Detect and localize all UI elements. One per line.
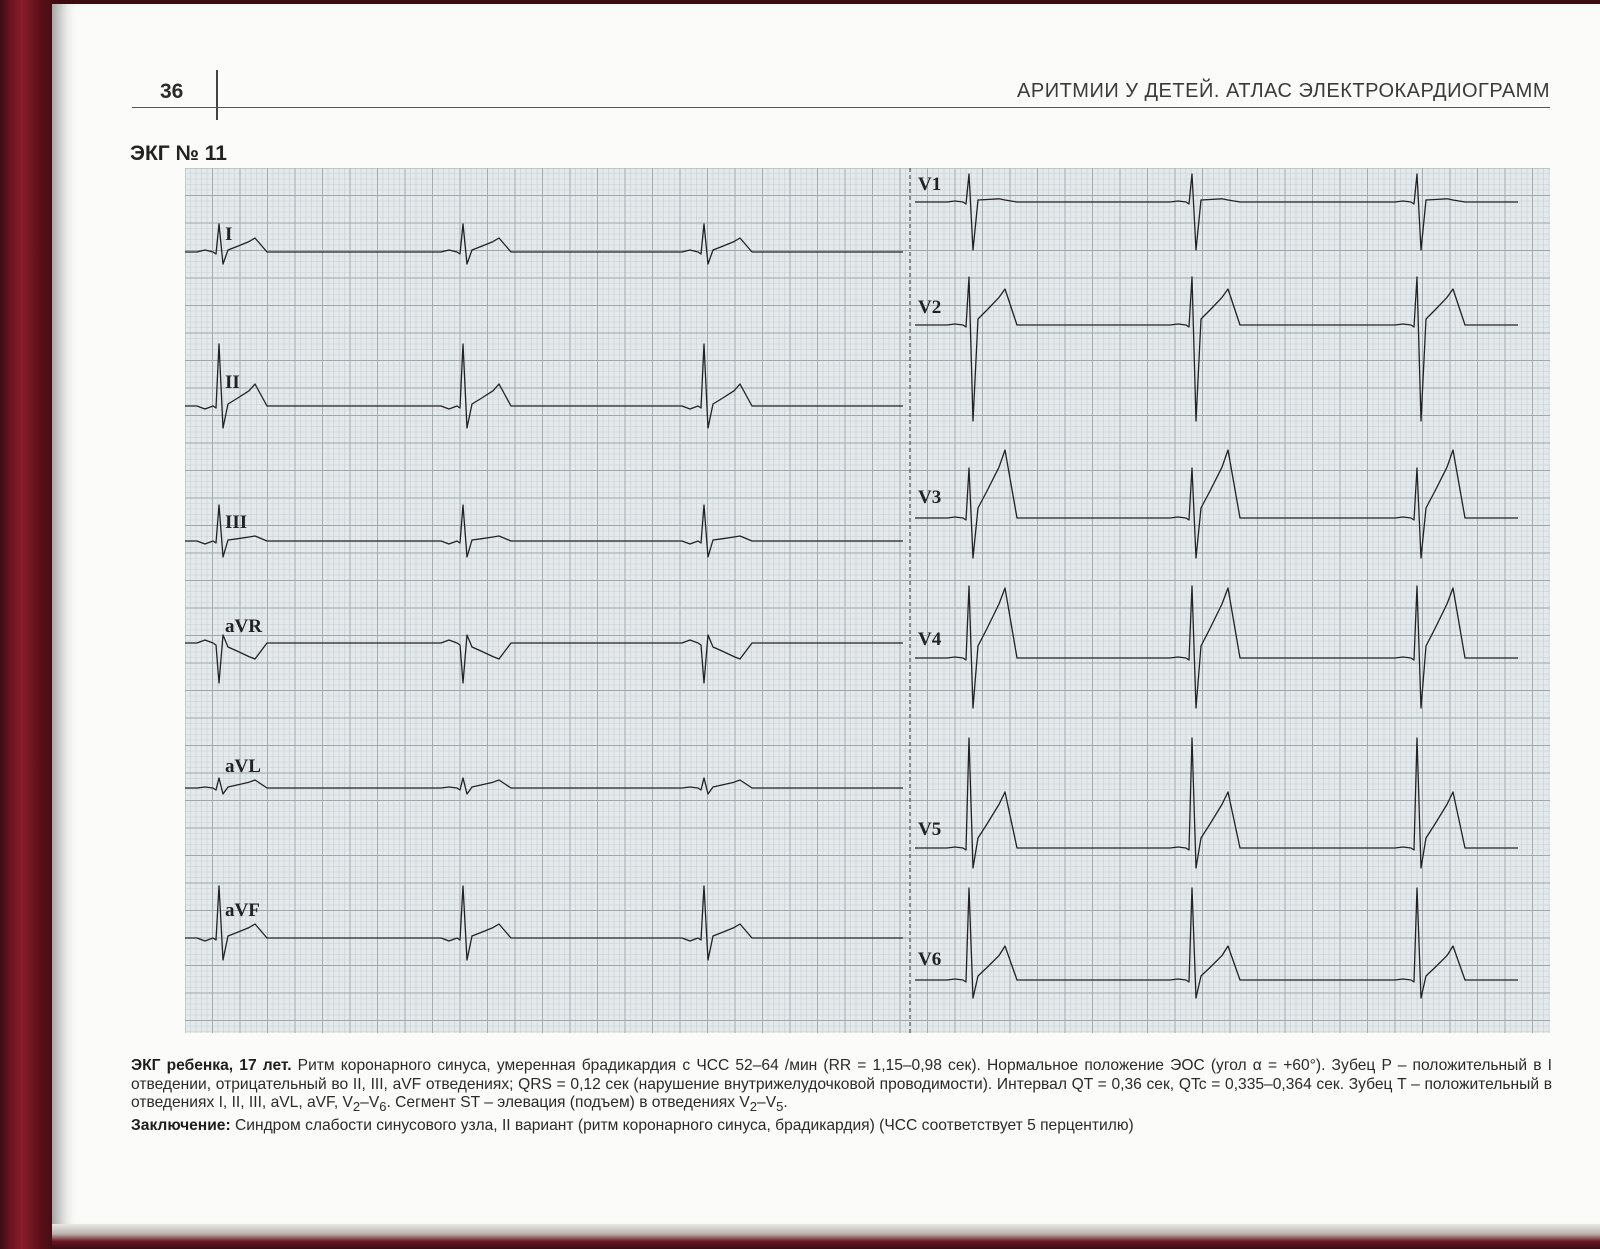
caption-sub: 5 [776, 1099, 784, 1115]
header-divider [216, 70, 218, 120]
caption-text: –V [360, 1094, 380, 1111]
caption-conclusion [131, 1117, 1552, 1136]
lead-label-V4: V4 [918, 629, 942, 650]
lead-label-V6: V6 [918, 949, 942, 970]
caption-text: . Сегмент ST – элевация (подъем) в отведениях V [386, 1094, 750, 1111]
lead-label-V1: V1 [918, 174, 942, 195]
lead-label-V5: V5 [918, 819, 942, 840]
conclusion-text: Синдром слабости синусового узла, II вариант (ритм коронарного синуса, брадикардия) (ЧСС соответствует 5 перцентилю) [230, 1116, 1134, 1134]
caption-sub: 2 [352, 1099, 361, 1115]
header-rule [132, 107, 1550, 108]
caption-text: –V [757, 1094, 777, 1111]
caption-text: Ритм коронарного синуса, умеренная брадикардия с ЧСС 52–64 /мин (RR = 1,15–0,98 сек). Нормальное положение ЭОС (угол α = +60°). Зубец P – положительный в I отведении, отрицательный во II, III, aVF отведениях; QRS = 0,12 сек (нарушение внутрижелудочковой проводимости). Интервал QT = 0,36 сек, QTc = 0,335–0,364 сек. Зубец T – положительный в отведениях I, II, III, aVL, aVF, V [131, 1057, 1552, 1111]
caption-sub: 2 [749, 1099, 758, 1115]
lead-label-III: III [225, 512, 248, 533]
page-edge [52, 1224, 1600, 1249]
caption-paragraph [131, 1057, 1552, 1117]
lead-label-aVL: aVL [225, 756, 261, 777]
ecg-strip [185, 168, 1550, 1033]
lead-label-V2: V2 [918, 297, 942, 318]
ecg-grid [185, 168, 1550, 1033]
lead-label-II: II [225, 372, 240, 393]
figure-caption [131, 1057, 1552, 1135]
ecg-title: ЭКГ № 11 [130, 142, 227, 165]
lead-label-I: I [225, 224, 233, 245]
lead-label-aVR: aVR [225, 616, 262, 637]
page-header [132, 78, 1550, 114]
running-title: АРИТМИИ У ДЕТЕЙ. АТЛАС ЭЛЕКТРОКАРДИОГРАММ [1017, 80, 1550, 102]
page-number: 36 [160, 80, 184, 103]
conclusion-label: Заключение: [131, 1116, 231, 1134]
caption-intro: ЭКГ ребенка, 17 лет. [131, 1057, 292, 1074]
caption-text: . [783, 1094, 788, 1111]
lead-label-aVF: aVF [225, 900, 260, 921]
caption-sub: 6 [379, 1099, 387, 1115]
lead-label-V3: V3 [918, 487, 942, 508]
